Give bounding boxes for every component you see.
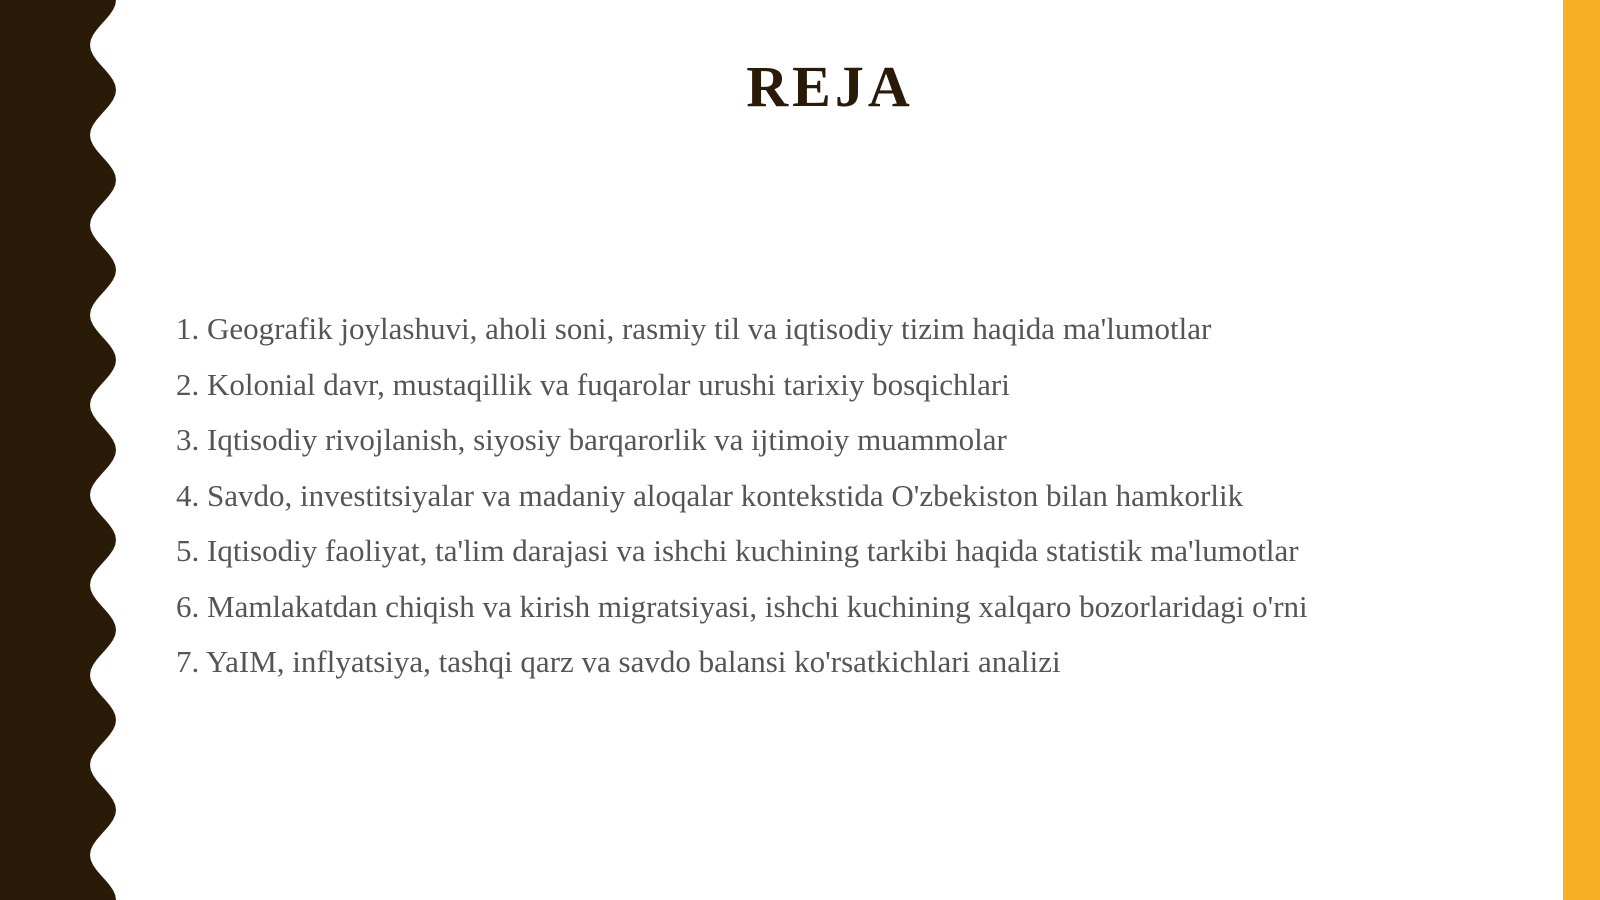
plan-item-7: 7. YaIM, inflyatsiya, tashqi qarz va savdo balansi ko'rsatkichlari analizi (176, 644, 1061, 679)
plan-list (176, 301, 1308, 690)
plan-item-4: 4. Savdo, investitsiyalar va madaniy aloqalar kontekstida O'zbekiston bilan hamkorlik (176, 477, 1244, 513)
right-accent-bar (1563, 0, 1600, 900)
plan-item-1: 1. Geografik joylashuvi, aholi soni, rasmiy til va iqtisodiy tizim haqida ma'lumotlar (176, 311, 1212, 346)
plan-item-3: 3. Iqtisodiy rivojlanish, siyosiy barqarorlik va ijtimoiy muammolar (176, 422, 1007, 457)
plan-item-2: 2. Kolonial davr, mustaqillik va fuqarolar urushi tarixiy bosqichlari (176, 366, 1010, 402)
plan-item-6: 6. Mamlakatdan chiqish va kirish migratsiyasi, ishchi kuchining xalqaro bozorlaridagi o'rni (176, 588, 1308, 624)
plan-item-5: 5. Iqtisodiy faoliyat, ta'lim darajasi va ishchi kuchining tarkibi haqida statistik ma'lumotlar (176, 533, 1299, 568)
slide-title: REJA (746, 54, 914, 119)
wavy-left-border (0, 0, 130, 900)
